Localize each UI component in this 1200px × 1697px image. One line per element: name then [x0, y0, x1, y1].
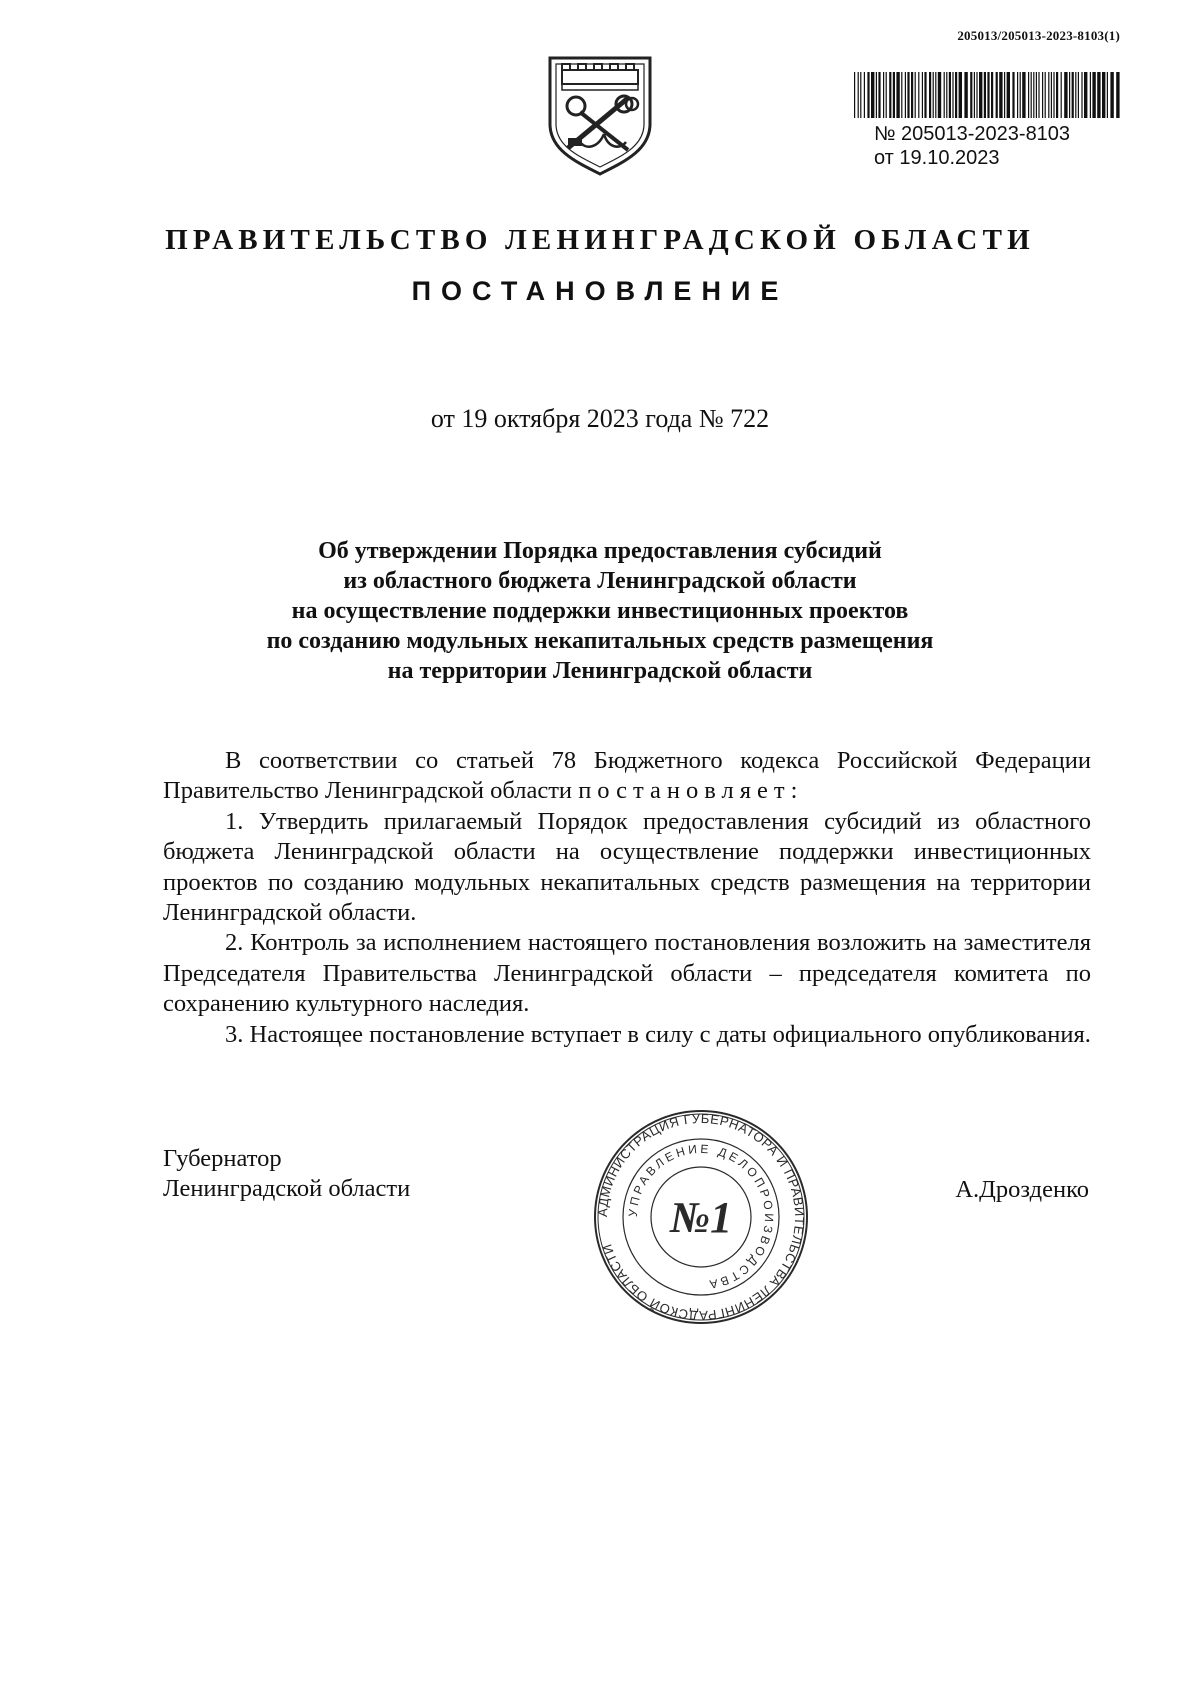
stamp-center-number: №1 — [669, 1193, 733, 1242]
document-body — [163, 746, 1091, 1050]
official-stamp-icon — [592, 1108, 810, 1326]
position-line: Губернатор — [163, 1145, 282, 1172]
government-title: ПРАВИТЕЛЬСТВО ЛЕНИНГРАДСКОЙ ОБЛАСТИ — [165, 224, 1035, 256]
subject-line: Об утверждении Порядка предоставления субсидий — [318, 538, 882, 564]
stamp-inner-text: УПРАВЛЕНИЕ ДЕЛОПРОИЗВОДСТВА — [625, 1141, 777, 1292]
subject-line: по созданию модульных некапитальных средств размещения — [266, 628, 934, 654]
decree-word: постановляет: — [578, 777, 804, 805]
body-item: 3. Настоящее постановление вступает в силу с даты официального опубликования. — [225, 1020, 1091, 1048]
registration-date: от 19.10.2023 — [874, 147, 1000, 169]
document-date-line: от 19 октября 2023 года № 722 — [430, 404, 770, 433]
leningrad-oblast-coat-of-arms-icon — [532, 46, 668, 176]
registration-number: № 205013-2023-8103 — [874, 123, 1071, 145]
signature-position — [163, 1144, 410, 1205]
stamp-outer-text: АДМИНИСТРАЦИЯ ГУБЕРНАТОРА И ПРАВИТЕЛЬСТВА ЛЕНИНГРАДСКОЙ ОБЛАСТИ — [594, 1110, 808, 1324]
subject-line: на территории Ленинградской области — [387, 658, 813, 684]
top-reference-number: 205013/205013-2023-8103(1) — [957, 28, 1120, 43]
signatory-name: А.Дрозденко — [955, 1176, 1089, 1203]
subject-line: из областного бюджета Ленинградской области — [343, 568, 857, 594]
preamble-text: В соответствии со статьей 78 Бюджетного кодекса Российской Федерации Правительство Ленинградской области — [163, 747, 1091, 805]
document-type: ПОСТАНОВЛЕНИЕ — [411, 276, 789, 306]
preamble-paragraph — [163, 746, 1091, 807]
barcode-icon — [854, 72, 1120, 118]
subject-line: на осуществление поддержки инвестиционных проектов — [291, 598, 909, 624]
body-item: 1. Утвердить прилагаемый Порядок предоставления субсидий из областного бюджета Ленинградской области на осуществление поддержки инвестиционных проектов по созданию модульных некапитальных средств размещения на территории Ленинградской области. — [163, 807, 1091, 927]
position-line: Ленинградской области — [163, 1175, 411, 1203]
document-subject — [160, 536, 1040, 686]
body-item: 2. Контроль за исполнением настоящего постановления возложить на заместителя Председателя Правительства Ленинградской области – председателя комитета по сохранению культурного наследия. — [163, 929, 1091, 1018]
registration-block — [874, 122, 1070, 170]
